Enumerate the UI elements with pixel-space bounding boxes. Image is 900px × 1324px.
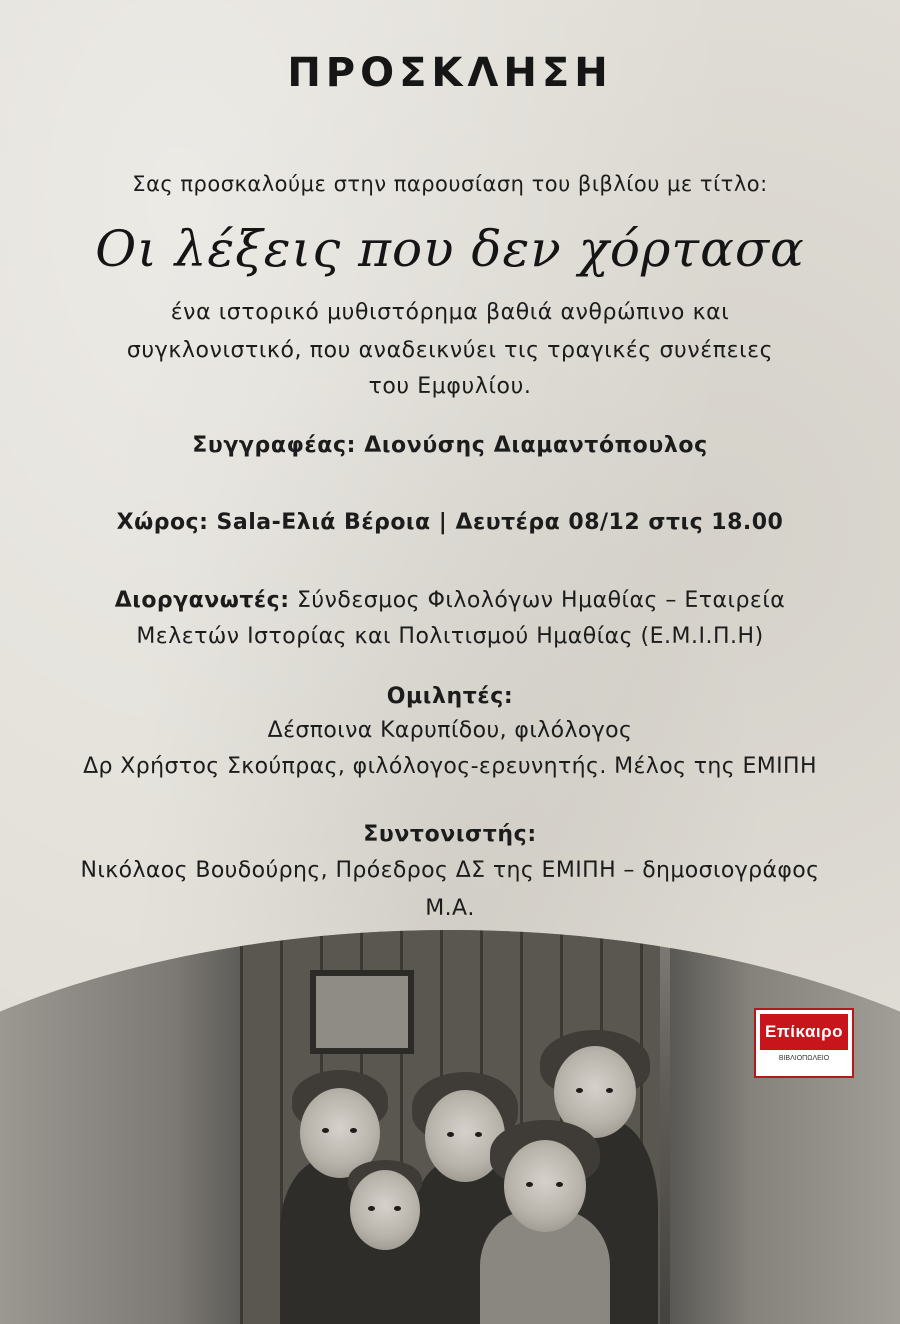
description-line-1: ένα ιστορικό μυθιστόρημα βαθιά ανθρώπινο και xyxy=(170,300,730,325)
child-5 xyxy=(470,1120,620,1324)
description-line-2: συγκλονιστικό, που αναδεικνύει τις τραγικές συνέπειες xyxy=(126,338,774,363)
epikairo-bookstore-logo xyxy=(754,1008,854,1078)
organizers-text-1: Σύνδεσμος Φιλολόγων Ημαθίας – Εταιρεία xyxy=(289,588,786,613)
stone-wall-right xyxy=(670,930,900,1324)
speaker-2: Δρ Χρήστος Σκούπρας, φιλόλογος-ερευνητής. Μέλος της ΕΜΙΠΗ xyxy=(83,754,817,779)
organizers-label: Διοργανωτές: xyxy=(114,588,290,613)
speaker-1: Δέσποινα Καρυπίδου, φιλόλογος xyxy=(267,718,633,743)
coordinator-line-1: Νικόλαος Βουδούρης, Πρόεδρος ΔΣ της ΕΜΙΠΗ – δημοσιογράφος xyxy=(80,858,820,883)
logo-name: Επίκαιρο xyxy=(760,1014,848,1050)
coordinator-heading: Συντονιστής: xyxy=(363,822,537,847)
organizers-line-2: Μελετών Ιστορίας και Πολιτισμού Ημαθίας (Ε.Μ.Ι.Π.Η) xyxy=(136,624,764,649)
speakers-heading: Ομιλητές: xyxy=(386,684,514,709)
door-window xyxy=(310,970,414,1054)
children-photo xyxy=(0,930,900,1324)
intro-text: Σας προσκαλούμε στην παρουσίαση του βιβλίου με τίτλο: xyxy=(132,172,768,196)
author-line: Συγγραφέας: Διονύσης Διαμαντόπουλος xyxy=(192,433,708,458)
book-title: Οι λέξεις που δεν χόρτασα xyxy=(95,220,805,278)
invitation-title: ΠΡΟΣΚΛΗΣΗ xyxy=(287,50,613,96)
child-4 xyxy=(330,1160,440,1324)
description-line-3: του Εμφυλίου. xyxy=(368,374,532,399)
stone-wall-left xyxy=(0,930,250,1324)
logo-subtitle: ΒΙΒΛΙΟΠΩΛΕΙΟ xyxy=(778,1055,830,1062)
organizers-line-1 xyxy=(0,588,900,613)
venue-date-line: Χώρος: Sala-Ελιά Βέροια | Δευτέρα 08/12 στις 18.00 xyxy=(116,510,784,535)
coordinator-line-2: Μ.Α. xyxy=(425,896,475,921)
